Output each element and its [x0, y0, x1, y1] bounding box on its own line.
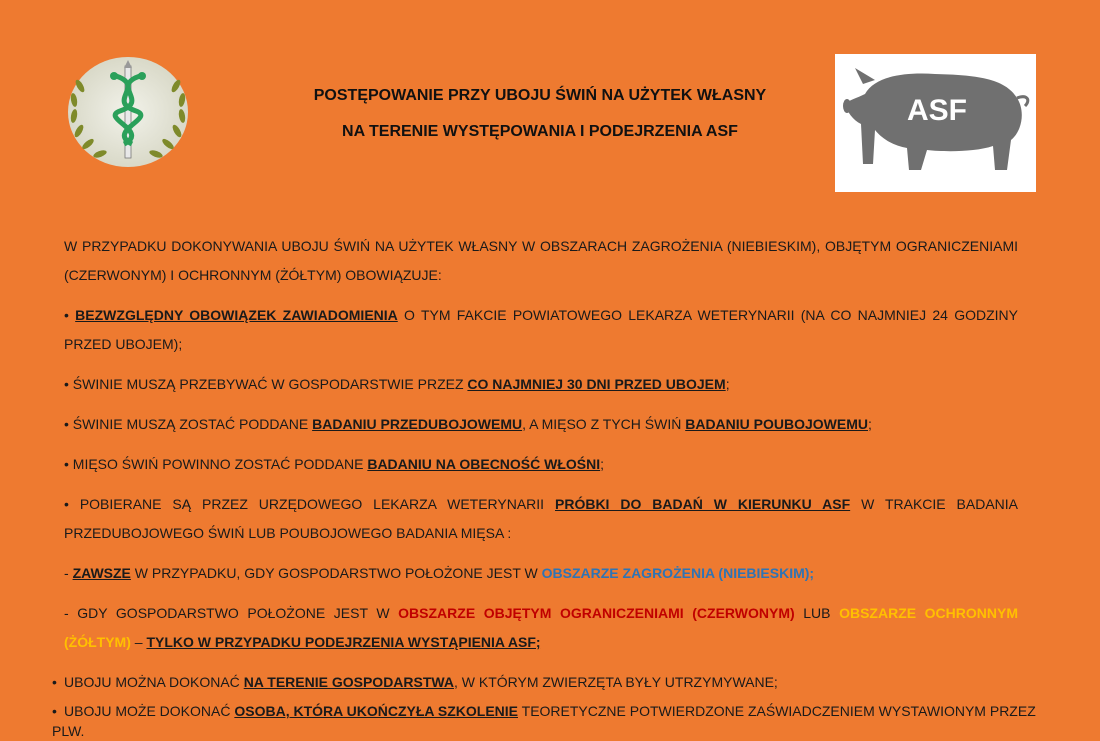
emphasis: BADANIU NA OBECNOŚĆ WŁOŚNI — [367, 456, 601, 472]
list-item: • ŚWINIE MUSZĄ ZOSTAĆ PODDANE BADANIU PRZEDUBOJOWEMU, A MIĘSO Z TYCH ŚWIŃ BADANIU POUBOJOWEMU; — [64, 416, 872, 432]
emphasis: CO NAJMNIEJ 30 DNI PRZED UBOJEM — [467, 376, 726, 392]
asf-pig-image — [835, 54, 1036, 192]
bottom-item-2: • UBOJU MOŻE DOKONAĆ OSOBA, KTÓRA UKOŃCZYŁA SZKOLENIE TEORETYCZNE POTWIERDZONE ZAŚWIADCZENIEM WYSTAWIONYM PRZEZ PLW. — [52, 703, 1036, 739]
emphasis: BADANIU POUBOJOWEMU — [685, 416, 868, 432]
emphasis: ZAWSZE — [72, 565, 131, 581]
veterinary-inspection-logo-icon — [66, 56, 190, 168]
emphasis: TYLKO W PRZYPADKU PODEJRZENIA WYSTĄPIENIA ASF; — [146, 634, 541, 650]
list-item: - GDY GOSPODARSTWO POŁOŻONE JEST W OBSZARZE OBJĘTYM OGRANICZENIAMI (CZERWONYM) LUB OBSZARZE OCHRONNYM (ŻÓŁTYM) – TYLKO W PRZYPADKU PODEJRZENIA WYSTĄPIENIA ASF; — [64, 605, 1018, 650]
red-zone-text: OBSZARZE OBJĘTYM OGRANICZENIAMI (CZERWONYM) — [398, 605, 795, 621]
emphasis: PRÓBKI DO BADAŃ W KIERUNKU ASF — [555, 496, 851, 512]
asf-label: ASF — [907, 94, 967, 127]
title-line-1: POSTĘPOWANIE PRZY UBOJU ŚWIŃ NA UŻYTEK WŁASNY — [313, 87, 767, 104]
bottom-item-1: • UBOJU MOŻNA DOKONAĆ NA TERENIE GOSPODARSTWA, W KTÓRYM ZWIERZĘTA BYŁY UTRZYMYWANE; — [52, 674, 778, 690]
intro-paragraph: W PRZYPADKU DOKONYWANIA UBOJU ŚWIŃ NA UŻYTEK WŁASNY W OBSZARACH ZAGROŻENIA (NIEBIESKIM), OBJĘTYM OGRANICZENIAMI (CZERWONYM) I OCHRONNYM (ŻÓŁTYM) OBOWIĄZUJE: — [64, 238, 1018, 283]
list-item: • BEZWZGLĘDNY OBOWIĄZEK ZAWIADOMIENIA O TYM FAKCIE POWIATOWEGO LEKARZA WETERYNARII (NA CO NAJMNIEJ 24 GODZINY PRZED UBOJEM); — [64, 307, 1018, 352]
list-item: - ZAWSZE W PRZYPADKU, GDY GOSPODARSTWO POŁOŻONE JEST W OBSZARZE ZAGROŻENIA (NIEBIESKIM); — [64, 565, 815, 581]
main-content — [64, 232, 1018, 668]
emphasis: NA TERENIE GOSPODARSTWA — [243, 674, 454, 690]
page-title — [240, 78, 840, 150]
yellow-zone-text: OBSZARZE OCHRONNYM (ŻÓŁTYM) — [64, 605, 1018, 650]
list-item: • POBIERANE SĄ PRZEZ URZĘDOWEGO LEKARZA WETERYNARII PRÓBKI DO BADAŃ W KIERUNKU ASF W TRAKCIE BADANIA PRZEDUBOJOWEGO ŚWIŃ LUB POUBOJOWEGO BADANIA MIĘSA : — [64, 496, 1018, 541]
emphasis: OSOBA, KTÓRA UKOŃCZYŁA SZKOLENIE — [234, 703, 518, 719]
blue-zone-text: OBSZARZE ZAGROŻENIA (NIEBIESKIM); — [541, 565, 815, 581]
list-item: • ŚWINIE MUSZĄ PRZEBYWAĆ W GOSPODARSTWIE PRZEZ CO NAJMNIEJ 30 DNI PRZED UBOJEM; — [64, 376, 730, 392]
emphasis: BADANIU PRZEDUBOJOWEMU — [312, 416, 523, 432]
list-item: • MIĘSO ŚWIŃ POWINNO ZOSTAĆ PODDANE BADANIU NA OBECNOŚĆ WŁOŚNI; — [64, 456, 605, 472]
emphasis: BEZWZGLĘDNY OBOWIĄZEK ZAWIADOMIENIA — [75, 307, 398, 323]
pig-icon — [835, 54, 1036, 192]
title-line-2: NA TERENIE WYSTĘPOWANIA I PODEJRZENIA ASF — [342, 123, 738, 140]
